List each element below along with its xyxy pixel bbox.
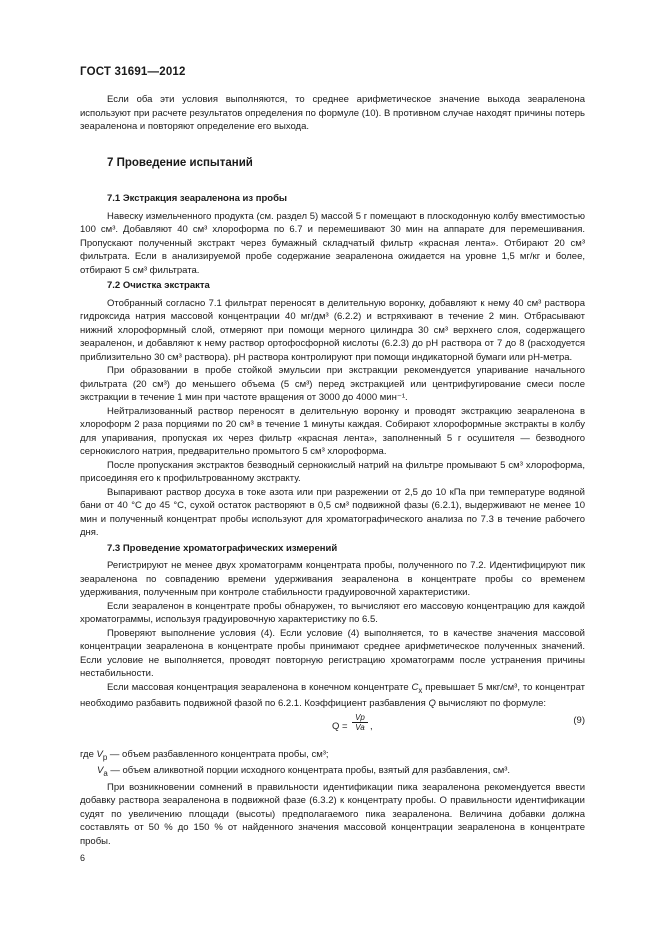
formula-denominator: Va bbox=[355, 723, 365, 732]
paragraph: Если зеараленон в концентрате пробы обнаружен, то вычисляют его массовую концентрацию для каждой хроматограммы, используя градуировочную характеристику по 6.5. bbox=[80, 600, 585, 625]
paragraph-dilution: Если массовая концентрация зеараленона в конечном концентрате $C_x$ превышает 5 мкг/см³, то концентрат необходимо разбавить подвижной фазой по 6.2.1. Коэффициент разбавления Q вычисляют по формуле: bbox=[80, 681, 585, 709]
subsection-7-2-heading: 7.2 Очистка экстракта bbox=[107, 280, 210, 291]
formula-9 bbox=[80, 713, 585, 743]
subsection-7-1-heading: 7.1 Экстракция зеараленона из пробы bbox=[107, 193, 288, 204]
intro-block bbox=[80, 93, 585, 134]
intro-paragraph: Если оба эти условия выполняются, то среднее арифметическое значение выхода зеараленона используют при расчете результатов определения по формуле (10). В противном случае находят причины потерь зеараленона и повторяют определение его выхода. bbox=[80, 94, 585, 132]
formula-lhs: Q = bbox=[332, 721, 348, 732]
subsection-7-3-heading: 7.3 Проведение хроматографических измерений bbox=[107, 542, 338, 554]
paragraph: Нейтрализованный раствор переносят в делительную воронку и проводят экстракцию зеараленона в хлороформ 2 раза порциями по 20 см³ в течение 1 минуты каждая. Собирают хлороформные экстракты в колбу для упаривания, пропуская их через фильтр «красная лента», заполненный 5 г осушителя — безводного сернокислого натрия, предварительно промытого 5 см³ хлороформа. bbox=[80, 405, 585, 457]
paragraph: При образовании в пробе стойкой эмульсии при экстракции рекомендуется упаривание начального фильтрата (20 см³) до меньшего объема (5 см³) перед экстракцией или центрифугирование смеси после экстракции в течение 1 мин при частоте вращения от 3000 до 4000 мин⁻¹. bbox=[80, 365, 585, 403]
paragraph-final: При возникновении сомнений в правильности идентификации пика зеараленона рекомендуется ввести добавку раствора зеараленона в подвижной фазе (6.3.2) к концентрату пробы. О правильности идентификации судят по увеличению площади (высоты) предполагаемого пика зеараленона. Величина добавки должна составлять от 50 % до 150 % от найденного значения массовой концентрации зеараленона в концентрате пробы. bbox=[80, 781, 585, 847]
paragraph: Проверяют выполнение условия (4). Если условие (4) выполняется, то в качестве значения массовой концентрации зеараленона в концентрате пробы принимают среднее арифметическое полученных значений. Если условие не выполняется, проводят повторную регистрацию хроматограмм после устранения причины нестабильности. bbox=[80, 627, 585, 679]
formula-number: (9) bbox=[573, 715, 585, 726]
where-line-vp: где $V_p$ — объем разбавленного концентрата пробы, см³; bbox=[80, 749, 329, 762]
paragraph: Навеску измельченного продукта (см. раздел 5) массой 5 г помещают в плоскодонную колбу вместимостью 100 см³. Добавляют 40 см³ хлороформа по 6.7 и перемешивают 30 мин на аппарате для перемешивания. Пропускают полученный экстракт через бумажный складчатый фильтр «красная лента». Отбирают 20 см³ фильтрата. Если в анализируемой пробе содержание зеараленона ожидается на уровне 1,5 мг/кг и более, отбирают 5 см³ фильтрата. bbox=[80, 210, 585, 276]
formula-numerator: Vp bbox=[352, 713, 368, 723]
formula-comma: , bbox=[370, 721, 373, 732]
formula-fraction bbox=[352, 713, 368, 732]
paragraph: Регистрируют не менее двух хроматограмм концентрата пробы, полученного по 7.2. Идентифицируют пик зеараленона по совпадению времени удерживания зеараленона в концентрате пробы со временем удерживания, полученным при контроле стабильности градуировочной характеристики. bbox=[80, 560, 585, 598]
section-7-body bbox=[80, 190, 585, 710]
where-line-va: $V_a$ — объем аликвотной порции исходного концентрата пробы, взятый для разбавления, см³. bbox=[97, 765, 511, 779]
page-number: 6 bbox=[80, 853, 86, 863]
section-7-heading: 7 Проведение испытаний bbox=[107, 157, 253, 169]
paragraph: Выпаривают раствор досуха в токе азота или при разрежении от 2,5 до 10 кПа при температуре водяной бани от 40 °С до 45 °С, сухой остаток растворяют в 0,5 см³ подвижной фазы (6.2.1), выдерживают не менее 10 мин и полученный концентрат пробы используют для хроматографического анализа по 7.3 в течение рабочего дня. bbox=[80, 486, 585, 538]
where-block bbox=[80, 748, 585, 848]
paragraph: Отобранный согласно 7.1 фильтрат переносят в делительную воронку, добавляют к нему 40 см³ раствора гидроксида натрия массовой концентрации 40 мг/дм³ (6.2.2) и встряхивают в течение 2 мин. Отбрасывают нижний хлороформный слой, отмеряют при помощи мерного цилиндра 30 см³ верхнего слоя, содержащего зеараленон, и добавляют к нему раствор ортофосфорной кислоты (6.2.3) до pH раствора от 7 до 8 (расходуется приблизительно 30 см³ раствора). pH раствора контролируют при помощи индикаторной бумаги или pH-метра. bbox=[80, 297, 585, 363]
document-header: ГОСТ 31691—2012 bbox=[80, 66, 186, 78]
paragraph: После пропускания экстрактов безводный сернокислый натрий на фильтре промывают 5 см³ хлороформа, присоединяя его к профильтрованному экстракту. bbox=[80, 459, 585, 484]
